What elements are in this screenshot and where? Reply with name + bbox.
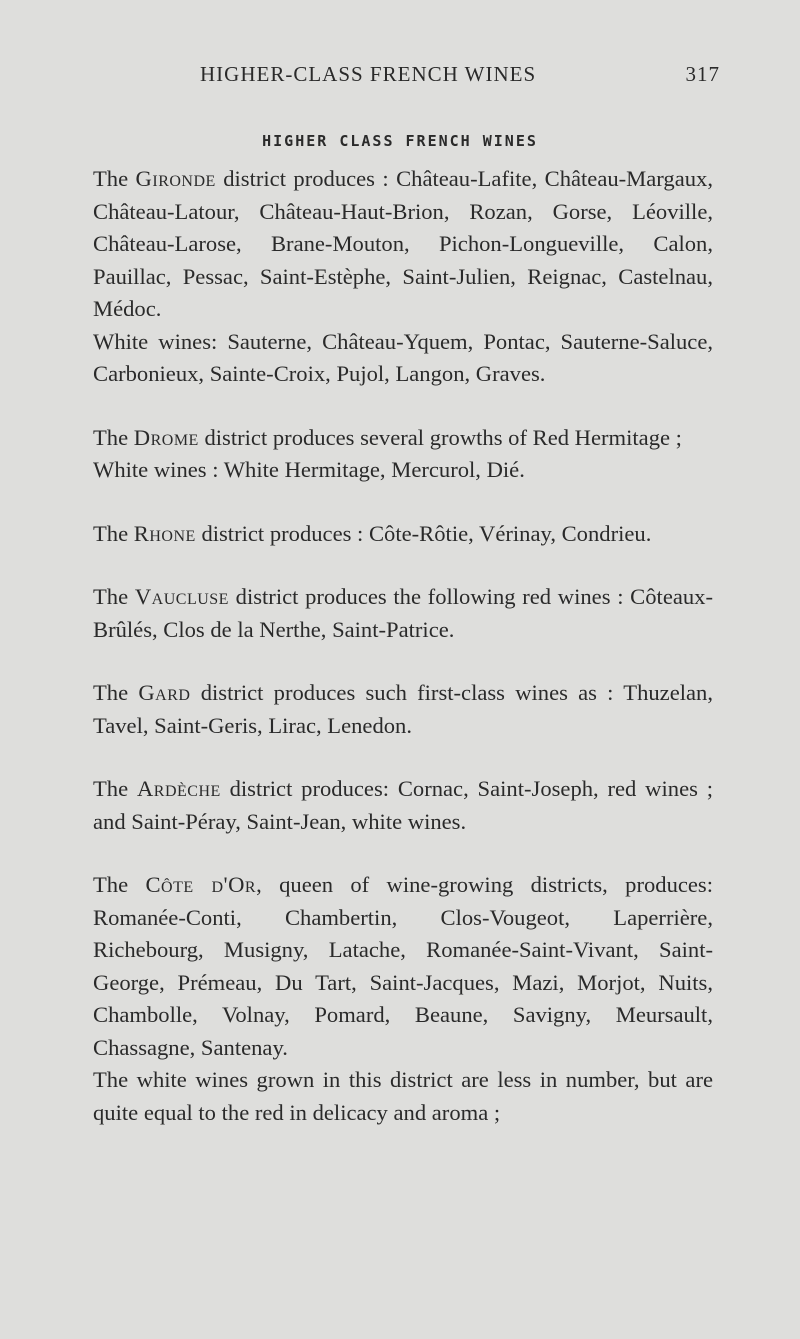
- paragraph-gironde: The Gironde district produces : Château-Lafite, Château-Margaux, Château-Latour, Château-Haut-Brion, Rozan, Gorse, Léoville, Château-Larose, Brane-Mouton, Pichon-Longueville, Calon, Pauillac, Pessac, Saint-Estèphe, Saint-Julien, Reignac, Castelnau, Médoc.: [93, 166, 713, 321]
- district-name: Drome: [133, 424, 199, 450]
- paragraph-rhone: The Rhone district produces : Côte-Rôtie, Vérinay, Condrieu.: [93, 520, 652, 546]
- paragraph-drome: The Drome district produces several growths of Red Hermitage ;: [93, 424, 682, 450]
- district-name: Côte d'Or: [145, 872, 257, 897]
- district-name: Gard: [138, 680, 191, 705]
- paragraph-ardeche: The Ardèche district produces: Cornac, Saint-Joseph, red wines ; and Saint-Péray, Saint-Jean, white wines.: [93, 776, 713, 834]
- district-name: Rhone: [133, 520, 196, 546]
- district-name: Vaucluse: [134, 584, 229, 609]
- paragraph-cote-dor: The Côte d'Or, queen of wine-growing districts, produces: Romanée-Conti, Chambertin, Clos-Vougeot, Laperrière, Richebourg, Musigny, Latache, Romanée-Saint-Vivant, Saint-George, Prémeau, Du Tart, Saint-Jacques, Mazi, Morjot, Nuits, Chambolle, Volnay, Pomard, Beaune, Savigny, Meursault, Chassagne, Santenay.: [93, 872, 714, 1060]
- paragraph-gironde-white: White wines: Sauterne, Château-Yquem, Pontac, Sauterne-Saluce, Carbonieux, Sainte-Croix, Pujol, Langon, Graves.: [93, 328, 713, 386]
- page-number: 317: [685, 62, 720, 86]
- paragraph-drome-white: White wines : White Hermitage, Mercurol, Dié.: [93, 457, 525, 482]
- body-text: [93, 163, 713, 1129]
- district-name: Gironde: [135, 166, 216, 191]
- section-title: HIGHER CLASS FRENCH WINES: [262, 132, 538, 150]
- running-title: HIGHER-CLASS FRENCH WINES: [200, 62, 537, 86]
- paragraph-gard: The Gard district produces such first-class wines as : Thuzelan, Tavel, Saint-Geris, Lirac, Lenedon.: [93, 680, 713, 738]
- paragraph-cote-dor-white: The white wines grown in this district are less in number, but are quite equal to the red in delicacy and aroma ;: [93, 1067, 713, 1125]
- paragraph-vaucluse: The Vaucluse district produces the following red wines : Côteaux-Brûlés, Clos de la Nerthe, Saint-Patrice.: [93, 584, 713, 642]
- district-name: Ardèche: [136, 776, 221, 801]
